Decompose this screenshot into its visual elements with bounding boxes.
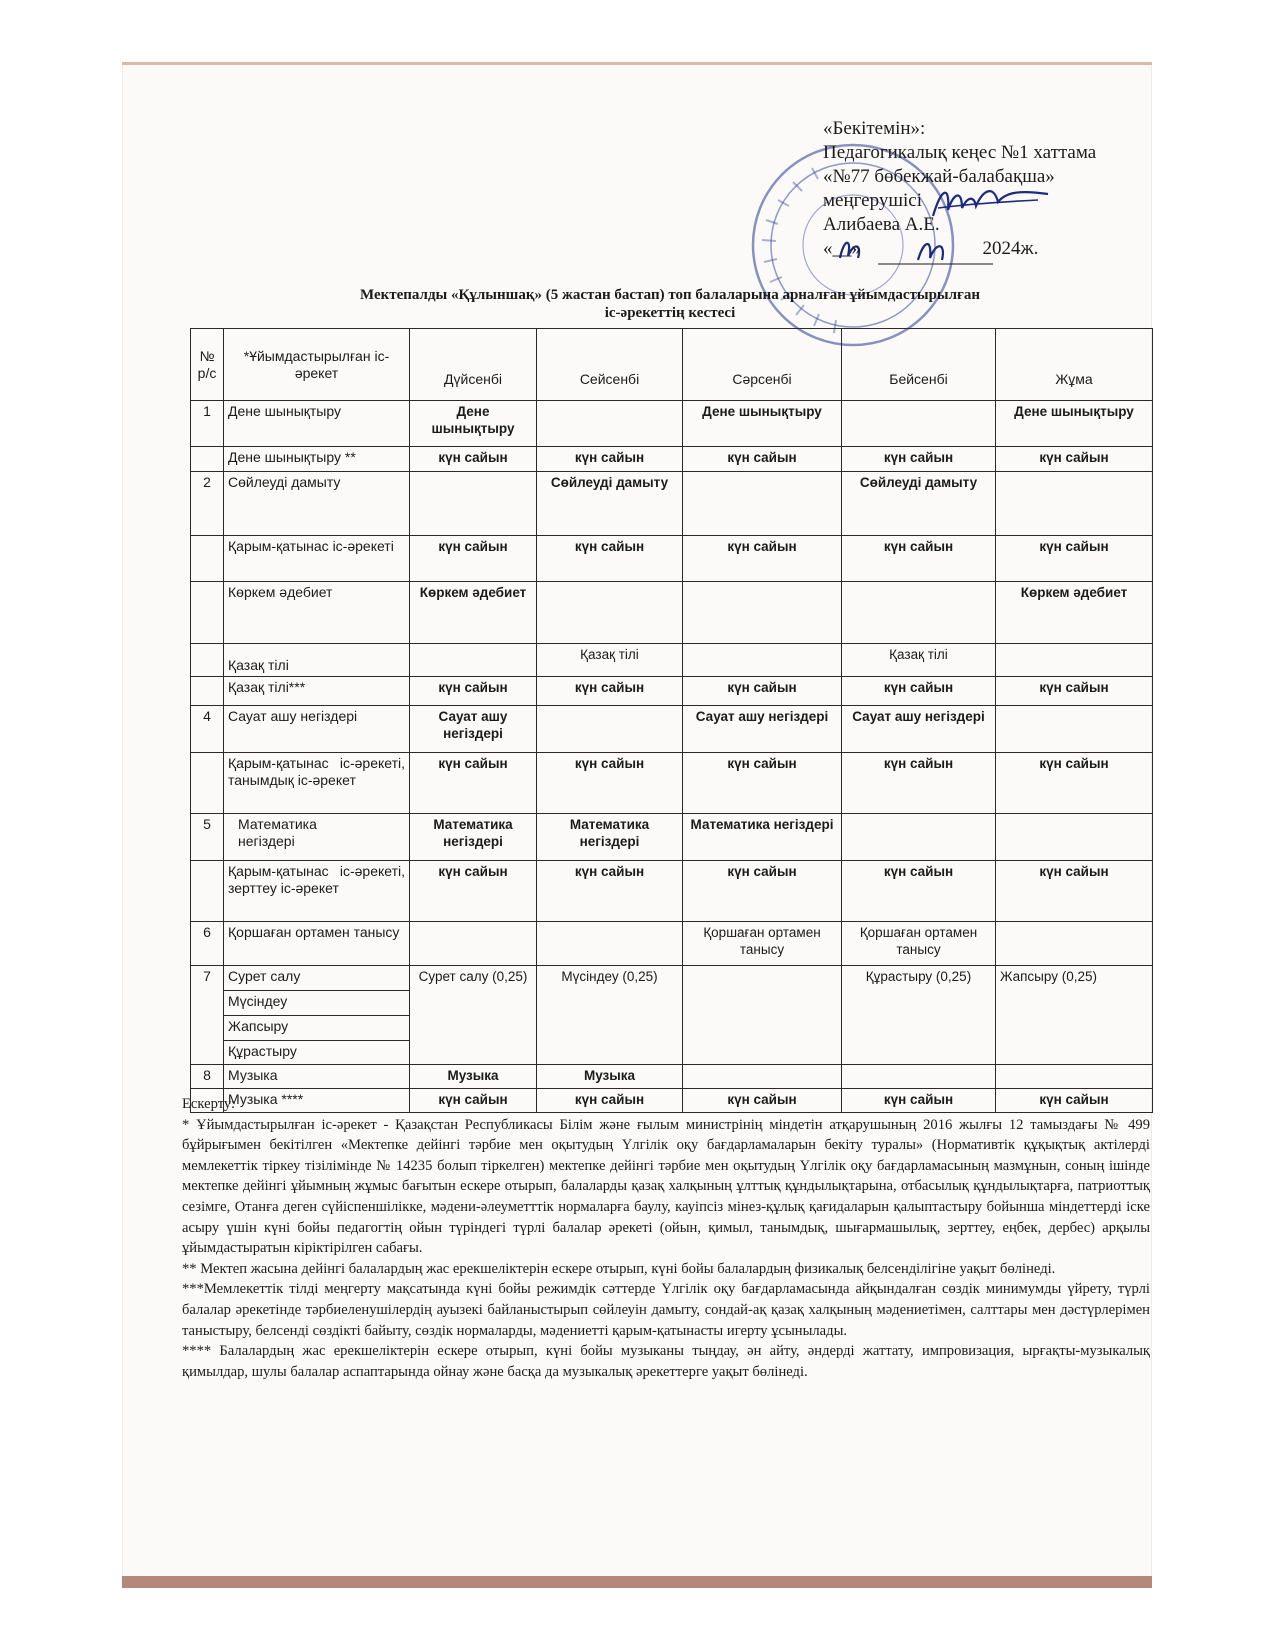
row-cell: күн сайын [842, 1089, 996, 1113]
row-cell: күн сайын [683, 447, 842, 472]
row-cell: Қазақ тілі [842, 644, 996, 677]
row-cell: күн сайын [537, 536, 683, 582]
approval-organization: «№77 бөбекжай-балабақша» [823, 166, 1055, 187]
approval-position: меңгерушісі [823, 190, 922, 211]
table-row [191, 861, 1153, 922]
table-row [191, 1065, 1153, 1089]
row-num: 7 [191, 966, 224, 1065]
row-activity: Музыка **** [224, 1089, 410, 1113]
header-day: Жұма [996, 329, 1153, 401]
row-cell: күн сайын [842, 447, 996, 472]
table-row [191, 814, 1153, 861]
row-cell: күн сайын [537, 447, 683, 472]
row-activity: Музыка [224, 1065, 410, 1089]
row-activity: Дене шынықтыру ** [224, 447, 410, 472]
row-cell: күн сайын [410, 677, 537, 706]
row-cell: Көркем әдебиет [410, 582, 537, 644]
header-day: Дүйсенбі [410, 329, 537, 401]
row-cell: Жапсыру (0,25) [996, 966, 1153, 1065]
row-cell: күн сайын [683, 861, 842, 922]
row-cell [683, 472, 842, 536]
row-cell: Қазақ тілі [537, 644, 683, 677]
row-activity: Қазақ тілі*** [224, 677, 410, 706]
row-num [191, 447, 224, 472]
approval-protocol: Педагогикалық кеңес №1 хаттама [823, 142, 1097, 163]
row-cell: күн сайын [683, 1089, 842, 1113]
document-title [190, 286, 1150, 322]
approval-date-year: 2024ж. [982, 238, 1039, 259]
row-cell: Музыка [410, 1065, 537, 1089]
row-cell [996, 644, 1153, 677]
notes-heading: Ескерту: [182, 1096, 236, 1112]
note-4: **** Балалардың жас ерекшеліктерін ескере отырып, күні бойы музыканы тыңдау, ән айту, әндерді жаттату, импровизация, ырғақты-музыкалық қимылдар, шулы балалар аспаптарында ойнау және басқа да музыкалық әрекеттерге уақыт бөлінеді. [182, 1343, 1150, 1380]
table-row [191, 447, 1153, 472]
row-num [191, 677, 224, 706]
row-num: 1 [191, 401, 224, 447]
row-cell [996, 1065, 1153, 1089]
row-cell: Сауат ашу негіздері [410, 706, 537, 753]
row-num: 8 [191, 1065, 224, 1089]
row-cell: күн сайын [996, 447, 1153, 472]
row-cell: күн сайын [842, 677, 996, 706]
row-activity: Мүсіндеу [224, 991, 410, 1016]
row-num: 5 [191, 814, 224, 861]
row-activity: Қарым-қатынас іс-әрекеті, танымдық іс-әрекет [224, 753, 410, 814]
notes-section [182, 1094, 1150, 1382]
table-row [191, 644, 1153, 677]
row-cell: күн сайын [842, 753, 996, 814]
row-cell [683, 582, 842, 644]
row-activity: Сауат ашу негіздері [224, 706, 410, 753]
table-row [191, 966, 1153, 991]
header-activity: *Ұйымдастырылған іс-әрекет [224, 329, 410, 401]
row-cell: Дене шынықтыру [996, 401, 1153, 447]
row-cell: Көркем әдебиет [996, 582, 1153, 644]
table-row [191, 753, 1153, 814]
row-cell [537, 401, 683, 447]
row-cell: күн сайын [683, 753, 842, 814]
row-activity: Дене шынықтыру [224, 401, 410, 447]
table-row [191, 582, 1153, 644]
row-cell: Математика негіздері [537, 814, 683, 861]
row-num [191, 753, 224, 814]
row-cell: Қоршаған ортамен танысу [842, 922, 996, 966]
row-cell: күн сайын [842, 861, 996, 922]
approval-name: Алибаева А.Е. [823, 214, 940, 235]
row-cell: күн сайын [996, 536, 1153, 582]
row-cell: Музыка [537, 1065, 683, 1089]
row-activity: Қарым-қатынас іс-әрекеті [224, 536, 410, 582]
row-cell: күн сайын [410, 753, 537, 814]
row-activity: Қазақ тілі [224, 644, 410, 677]
row-cell [683, 966, 842, 1065]
row-cell [683, 644, 842, 677]
note-2: ** Мектеп жасына дейінгі балалардың жас ерекшеліктерін ескере отырып, күні бойы балалардың физикалық белсенділігіне уақыт бөлінеді. [182, 1260, 1056, 1277]
table-row [191, 706, 1153, 753]
table-row [191, 677, 1153, 706]
row-cell: Сөйлеуді дамыту [842, 472, 996, 536]
row-cell: күн сайын [683, 677, 842, 706]
row-cell: күн сайын [537, 1089, 683, 1113]
row-activity: Құрастыру [224, 1041, 410, 1065]
page-top-edge [122, 62, 1152, 65]
row-cell: күн сайын [683, 536, 842, 582]
row-cell [537, 706, 683, 753]
row-cell: Математика негіздері [683, 814, 842, 861]
header-num: № р/с [191, 329, 224, 401]
row-activity: Сөйлеуді дамыту [224, 472, 410, 536]
row-cell [537, 582, 683, 644]
row-cell [410, 922, 537, 966]
row-cell [996, 472, 1153, 536]
row-num: 2 [191, 472, 224, 536]
row-cell: күн сайын [996, 861, 1153, 922]
title-line-1: Мектепалды «Құлыншақ» (5 жастан бастап) топ балаларына арналған ұйымдастырылған [359, 287, 980, 303]
row-activity: Жапсыру [224, 1016, 410, 1041]
row-cell: күн сайын [996, 753, 1153, 814]
row-cell: күн сайын [996, 1089, 1153, 1113]
row-cell: күн сайын [537, 861, 683, 922]
table-row [191, 401, 1153, 447]
row-cell [996, 922, 1153, 966]
table-row [191, 472, 1153, 536]
header-day: Бейсенбі [842, 329, 996, 401]
row-cell [410, 644, 537, 677]
row-cell: Дене шынықтыру [410, 401, 537, 447]
approval-date-day: «__» [823, 238, 861, 259]
table-row [191, 536, 1153, 582]
row-cell: Сурет салу (0,25) [410, 966, 537, 1065]
row-cell: Дене шынықтыру [683, 401, 842, 447]
row-cell: Мүсіндеу (0,25) [537, 966, 683, 1065]
row-cell: Қоршаған ортамен танысу [683, 922, 842, 966]
row-cell [842, 401, 996, 447]
row-cell [996, 706, 1153, 753]
row-num [191, 536, 224, 582]
header-day: Сәрсенбі [683, 329, 842, 401]
row-num [191, 582, 224, 644]
row-activity: Қоршаған ортамен танысу [224, 922, 410, 966]
row-cell: Сауат ашу негіздері [683, 706, 842, 753]
row-cell [996, 814, 1153, 861]
row-cell [537, 922, 683, 966]
row-cell: күн сайын [410, 861, 537, 922]
row-cell: Сөйлеуді дамыту [537, 472, 683, 536]
row-cell: күн сайын [410, 447, 537, 472]
row-num: 6 [191, 922, 224, 966]
header-day: Сейсенбі [537, 329, 683, 401]
row-cell [842, 582, 996, 644]
row-activity: Көркем әдебиет [224, 582, 410, 644]
title-line-2: іс-әрекеттің кестесі [604, 305, 736, 321]
row-cell [842, 1065, 996, 1089]
row-activity: Қарым-қатынас іс-әрекеті, зерттеу іс-әрекет [224, 861, 410, 922]
note-1: * Ұйымдастырылған іс-әрекет - Қазақстан Республикасы Білім және ғылым министрінің міндетін атқарушының 2016 жылғы 12 тамыздағы № 499 бұйрығымен бекітілген «Мектепке дейінгі тәрбие мен оқытудың Үлгілік оқу бағдарламаларын бекіту туралы» (Нормативтік құқықтық актілерді мемлекеттік тіркеу тізілімінде № 14235 болып тіркелген) мектепке дейінгі тәрбие мен оқытудың Үлгілік оқу бағдарламасының мазмұнын, соның ішінде мектепке дейінгі ұйымның жұмыс бағытын ескере отырып, балаларды қазақ халқының ұлттық құндылықтарына, отбасылық құндылықтарға, патриоттық сезімге, Отанға деген сүйіспеншілікке, мәдени-әлеуметттік нормаларға баулу, кауіпсіз мінез-құлық қағидаларын қалыптастыру бойынша міндеттерді іске асыру үшін күні бойы педагогтің ойын түріндегі түрлі балалар әрекеті (ойын, қимыл, танымдық, шығармашылық, зерттеу, еңбек, дербес) арқылы ұйымдастыратын кіріктірілген сабағы. [182, 1116, 1150, 1257]
row-cell: Математика негіздері [410, 814, 537, 861]
row-cell: Құрастыру (0,25) [842, 966, 996, 1065]
row-cell: күн сайын [410, 536, 537, 582]
row-cell [842, 814, 996, 861]
row-cell: күн сайын [842, 536, 996, 582]
approval-date [823, 237, 1153, 261]
table-row [191, 922, 1153, 966]
row-num [191, 644, 224, 677]
row-cell [410, 472, 537, 536]
row-cell [683, 1065, 842, 1089]
approval-block [823, 117, 1153, 261]
row-cell: күн сайын [537, 753, 683, 814]
note-3: ***Мемлекеттік тілді меңгерту мақсатында күні бойы режимдік сәттерде Үлгілік оқу бағдарламасында айқындалған сөздік минимумды үйрету, түрлі балалар әрекетінде тәрбиеленушілердің ауызекі байланыстырып сөйлеуін дамыту, сондай-ақ қазақ халқының мәдениетімен, салттары мен дәстүрлерімен таныстыру, белсенді сөздікті байыту, сөздік нормаларды, мәдениетті қарым-қатынасты игерту ұсынылады. [182, 1281, 1150, 1339]
row-num: 4 [191, 706, 224, 753]
row-cell: күн сайын [410, 1089, 537, 1113]
row-activity: Математика негіздері [224, 814, 410, 861]
row-cell: күн сайын [537, 677, 683, 706]
row-cell: Сауат ашу негіздері [842, 706, 996, 753]
schedule-table [190, 328, 1153, 1113]
approval-heading: «Бекітемін»: [823, 118, 926, 139]
row-activity: Сурет салу [224, 966, 410, 991]
row-cell: күн сайын [996, 677, 1153, 706]
row-num [191, 861, 224, 922]
page-bottom-edge [122, 1576, 1152, 1588]
table-header-row [191, 329, 1153, 401]
